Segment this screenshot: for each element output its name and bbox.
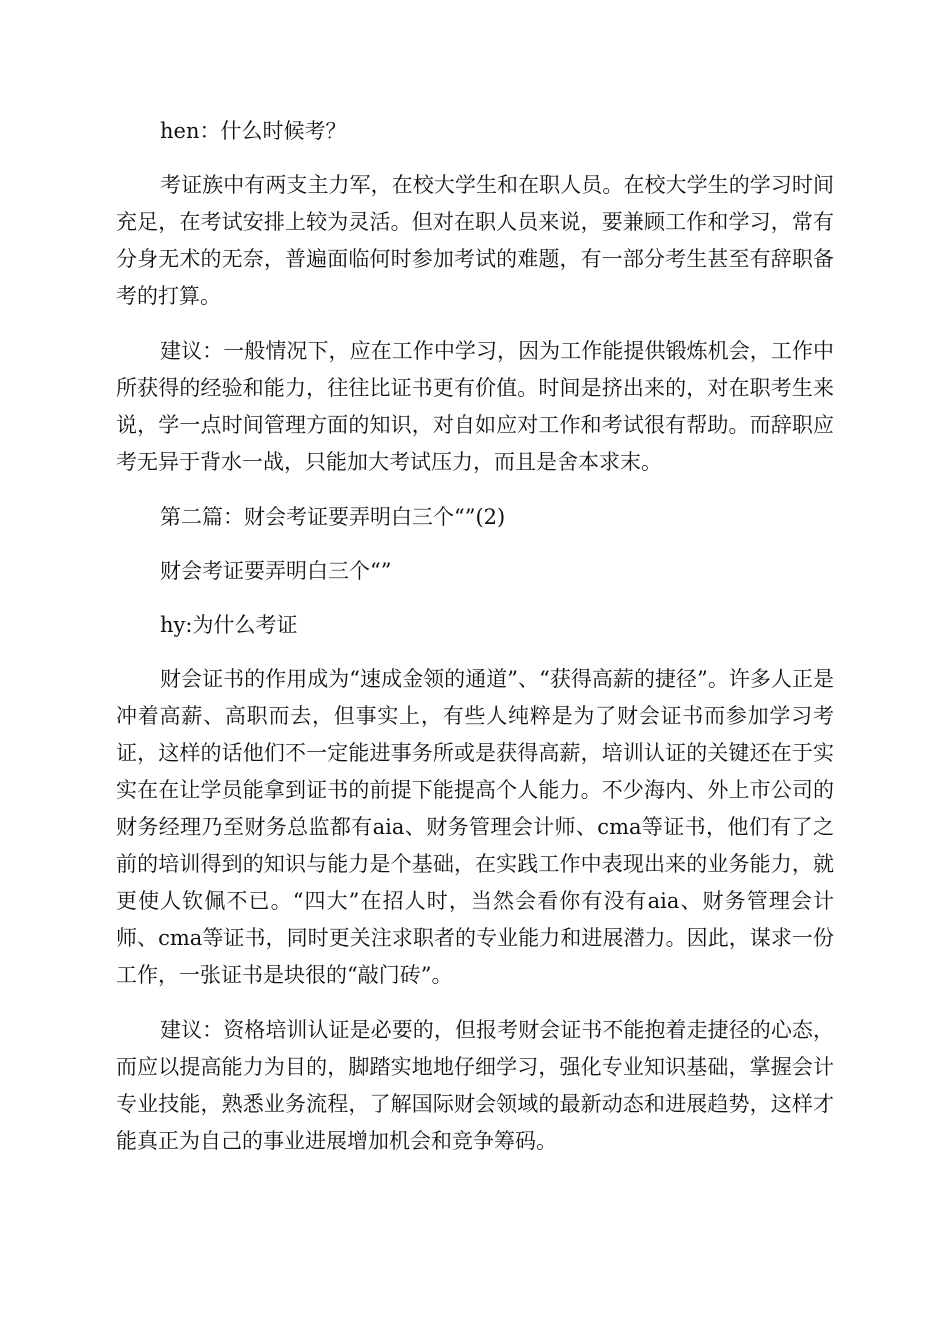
advice-study-at-work-paragraph: 建议：一般情况下，应在工作中学习，因为工作能提供锻炼机会，工作中所获得的经验和能力，往往比证书更有价值。时间是挤出来的，对在职考生来说，学一点时间管理方面的知识，对自如应对工作和考试很有帮助。而辞职应考无异于背水一战，只能加大考试压力，而且是舍本求末。 (116, 339, 834, 474)
section-two-heading: 第二篇：财会考证要弄明白三个“”(2) (160, 505, 506, 529)
advice-certification-paragraph: 建议：资格培训认证是必要的，但报考财会证书不能抱着走捷径的心态，而应以提高能力为目的，脚踏实地地仔细学习，强化专业知识基础，掌握会计专业技能，熟悉业务流程，了解国际财会领域的最新动态和进展趋势，这样才能真正为自己的事业进展增加机会和竞争筹码。 (116, 1018, 834, 1153)
certificate-value-paragraph: 财会证书的作用成为“速成金领的通道”、“获得高薪的捷径”。许多人正是冲着高薪、高职而去，但事实上，有些人纯粹是为了财会证书而参加学习考证，这样的话他们不一定能进事务所或是获得高薪，培训认证的关键还在于实实在在让学员能拿到证书的前提下能提高个人能力。不少海内、外上市公司的财务经理乃至财务总监都有aia、财务管理会计师、cma等证书，他们有了之前的培训得到的知识与能力是个基础，在实践工作中表现出来的业务能力，就更使人钦佩不已。“四大”在招人时，当然会看你有没有aia、财务管理会计师、cma等证书，同时更关注求职者的专业能力和进展潜力。因此，谋求一份工作，一张证书是块很的“敲门砖”。 (116, 667, 834, 987)
section-two-title: 财会考证要弄明白三个“” (160, 559, 392, 583)
exam-takers-paragraph: 考证族中有两支主力军，在校大学生和在职人员。在校大学生的学习时间充足，在考试安排上较为灵活。但对在职人员来说，要兼顾工作和学习，常有分身无术的无奈，普遍面临何时参加考试的难题，有一部分考生甚至有辞职备考的打算。 (116, 173, 834, 308)
document-page (116, 113, 834, 1178)
question-why-paragraph: hy:为什么考证 (160, 613, 298, 637)
question-when-paragraph: hen：什么时候考？ (160, 119, 347, 143)
